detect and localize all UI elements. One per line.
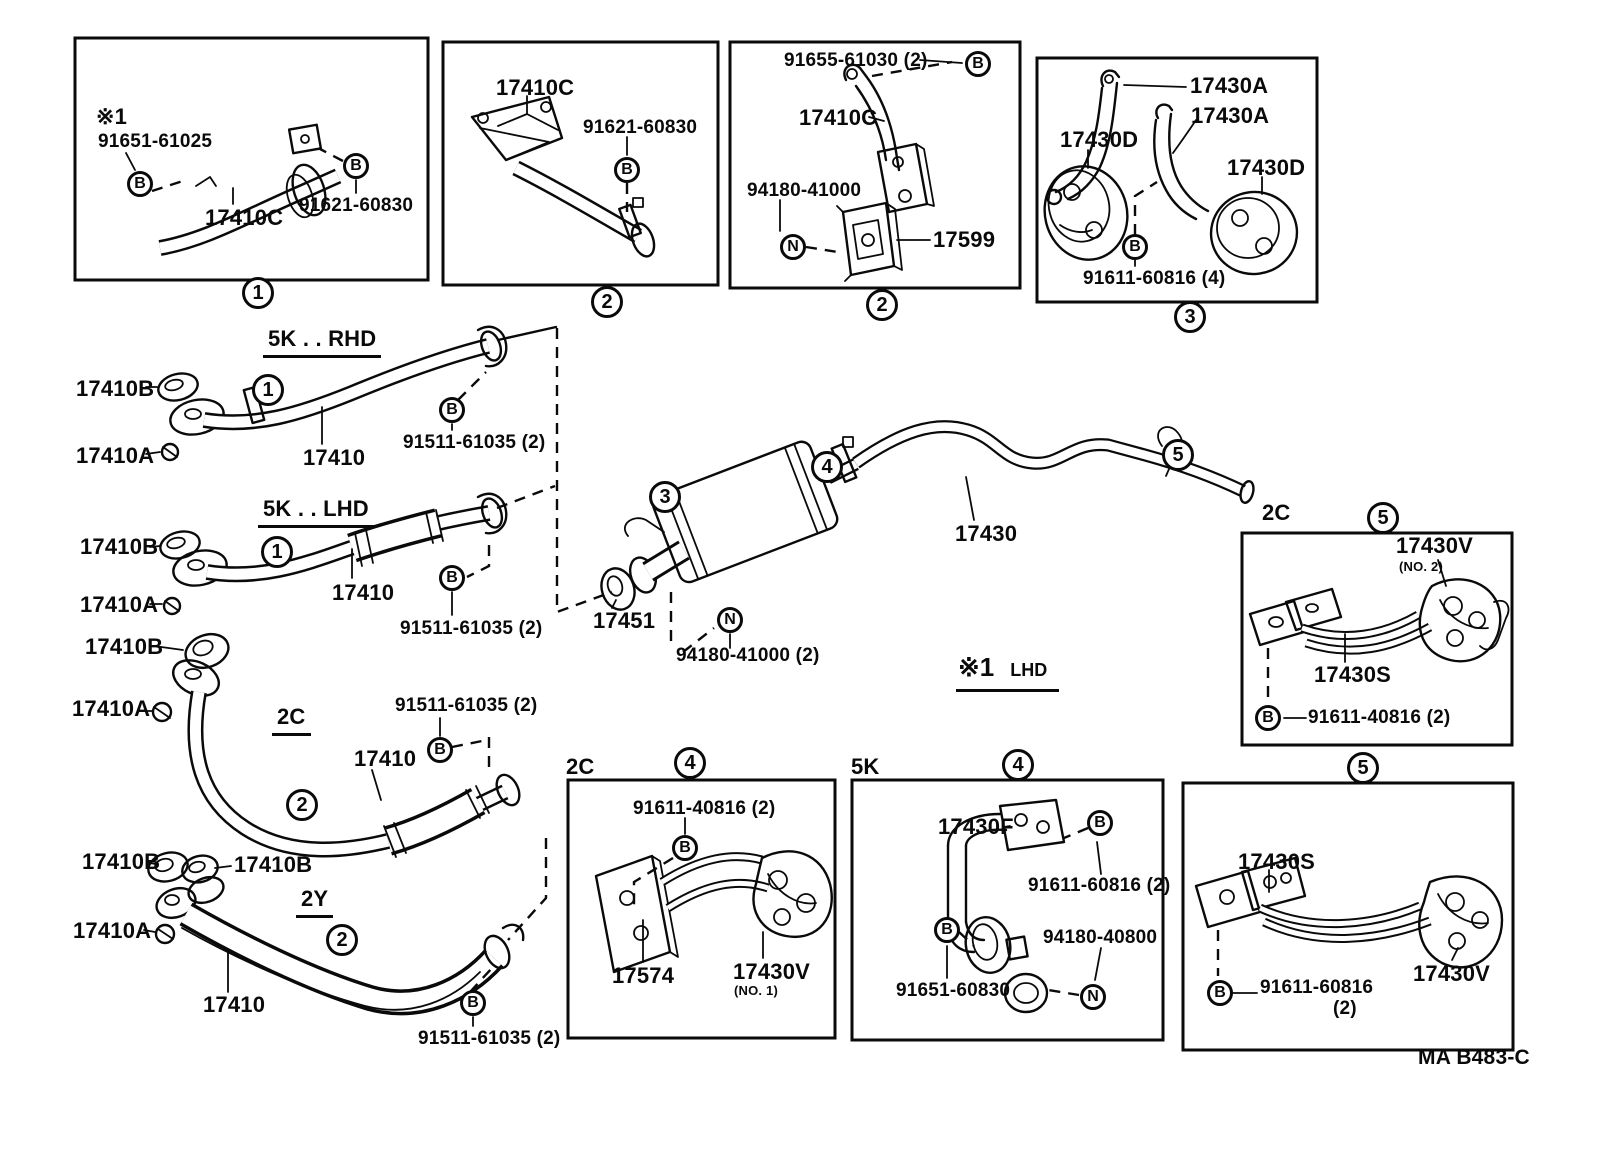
detail-callout-4: 4: [1002, 749, 1034, 781]
part-label: 17599: [933, 227, 996, 252]
part-label: 17410C: [799, 105, 878, 130]
part-label: 17430D: [1060, 127, 1139, 152]
part-label: 91511-61035 (2): [418, 1028, 561, 1049]
part-label: 17410B: [80, 534, 159, 559]
note-side: LHD: [1010, 660, 1048, 680]
bolt-callout: B: [343, 153, 369, 179]
part-label: 91611-60816 (4): [1083, 268, 1226, 289]
detail-callout-5: 5: [1367, 502, 1399, 534]
part-label: 17410B: [234, 852, 313, 877]
part-label: 91611-40816 (2): [1308, 707, 1451, 728]
detail-callout-1: 1: [252, 374, 284, 406]
tail-hanger-2c-drawing: [1250, 560, 1509, 718]
part-label: 17430A: [1190, 73, 1269, 98]
part-label: 17430F: [938, 814, 1014, 839]
part-label: 17430D: [1227, 155, 1306, 180]
part-sublabel: (NO. 2): [1399, 559, 1444, 574]
detail-callout-3: 3: [649, 481, 681, 513]
part-label: 17410: [203, 992, 266, 1017]
pipe-2c-drawing: [144, 628, 524, 857]
variant-header-2c: 2C: [272, 704, 311, 736]
part-label: 91511-61035 (2): [395, 695, 538, 716]
part-label: 17430S: [1238, 849, 1316, 874]
part-label: 17430V: [1413, 961, 1491, 986]
note-ref: ※1: [958, 652, 995, 682]
bolt-callout: B: [614, 157, 640, 183]
bolt-callout: B: [127, 171, 153, 197]
detail-callout-1: 1: [261, 536, 293, 568]
part-label: 17430A: [1191, 103, 1270, 128]
part-label: 17410B: [76, 376, 155, 401]
part-label: 17430V: [733, 959, 811, 984]
part-label: 17574: [612, 963, 675, 988]
bolt-callout: B: [965, 51, 991, 77]
detail-callout-4: 4: [674, 747, 706, 779]
detail-box-2: [443, 42, 718, 285]
part-label: 17430: [955, 521, 1018, 546]
bolt-callout: B: [439, 565, 465, 591]
part-label: 17410A: [72, 696, 151, 721]
hanger-2c-drawing: [596, 818, 832, 972]
part-label: 91651-60830: [896, 980, 1011, 1001]
part-label: 17410: [303, 445, 366, 470]
detail-callout-3: 3: [1174, 301, 1206, 333]
part-label: 17410: [332, 580, 395, 605]
nut-callout: N: [717, 607, 743, 633]
part-label: 94180-40800: [1043, 927, 1158, 948]
bolt-callout: B: [427, 737, 453, 763]
detail-callout-2: 2: [866, 289, 898, 321]
note-ref: ※1: [96, 104, 128, 129]
engine-code: 2C: [566, 754, 595, 779]
part-label: 91611-60816: [1260, 977, 1374, 998]
part-label: 91611-60816 (2): [1028, 875, 1171, 896]
bolt-callout: B: [439, 397, 465, 423]
bolt-callout: B: [1087, 810, 1113, 836]
part-label: 91655-61030 (2): [784, 50, 928, 71]
detail-callout-5: 5: [1162, 439, 1194, 471]
part-label: 94180-41000: [747, 180, 862, 201]
detail-callout-2: 2: [286, 789, 318, 821]
part-label: 17410C: [496, 75, 575, 100]
part-label: 91511-61035 (2): [400, 618, 543, 639]
bolt-callout: B: [1122, 234, 1148, 260]
detail-callout-2: 2: [591, 286, 623, 318]
variant-header-5k-rhd: 5K . . RHD: [263, 326, 381, 358]
detail-callout-2: 2: [326, 924, 358, 956]
note-lhd: [956, 652, 1059, 692]
bolt-callout: B: [934, 917, 960, 943]
detail-callout-4: 4: [811, 451, 843, 483]
part-label: 17410B: [85, 634, 164, 659]
bolt-callout: B: [1207, 980, 1233, 1006]
part-label: 17430S: [1314, 662, 1392, 687]
part-label: 17451: [593, 608, 656, 633]
bolt-callout: B: [460, 990, 486, 1016]
detail-box-1: [75, 38, 428, 280]
bolt-callout: B: [672, 835, 698, 861]
detail-callout-1: 1: [242, 277, 274, 309]
part-quantity: (2): [1333, 998, 1357, 1019]
part-label: 17410C: [205, 205, 284, 230]
part-label: 17410A: [76, 443, 155, 468]
part-label: 91621-60830: [583, 117, 698, 138]
nut-callout: N: [780, 234, 806, 260]
part-label: 17410A: [80, 592, 159, 617]
part-sublabel: (NO. 1): [734, 983, 779, 998]
variant-header-2y: 2Y: [296, 886, 333, 918]
part-label: 17410B: [82, 849, 161, 874]
part-label: 17430V: [1396, 533, 1474, 558]
bolt-callout: B: [1255, 705, 1281, 731]
variant-header-5k-lhd: 5K . . LHD: [258, 496, 374, 528]
part-label: 17410: [354, 746, 417, 771]
drawing-code: MA B483-C: [1418, 1046, 1530, 1069]
engine-code: 2C: [1262, 500, 1291, 525]
part-label: 91621-60830: [299, 195, 414, 216]
part-label: 91651-61025: [98, 131, 213, 152]
engine-code: 5K: [851, 754, 880, 779]
nut-callout: N: [1080, 984, 1106, 1010]
muffler-drawing: [596, 427, 1255, 652]
part-label: 17410A: [73, 918, 152, 943]
part-label: 91611-40816 (2): [633, 798, 776, 819]
detail-callout-5: 5: [1347, 752, 1379, 784]
part-label: 91511-61035 (2): [403, 432, 546, 453]
part-label: 94180-41000 (2): [676, 645, 820, 666]
